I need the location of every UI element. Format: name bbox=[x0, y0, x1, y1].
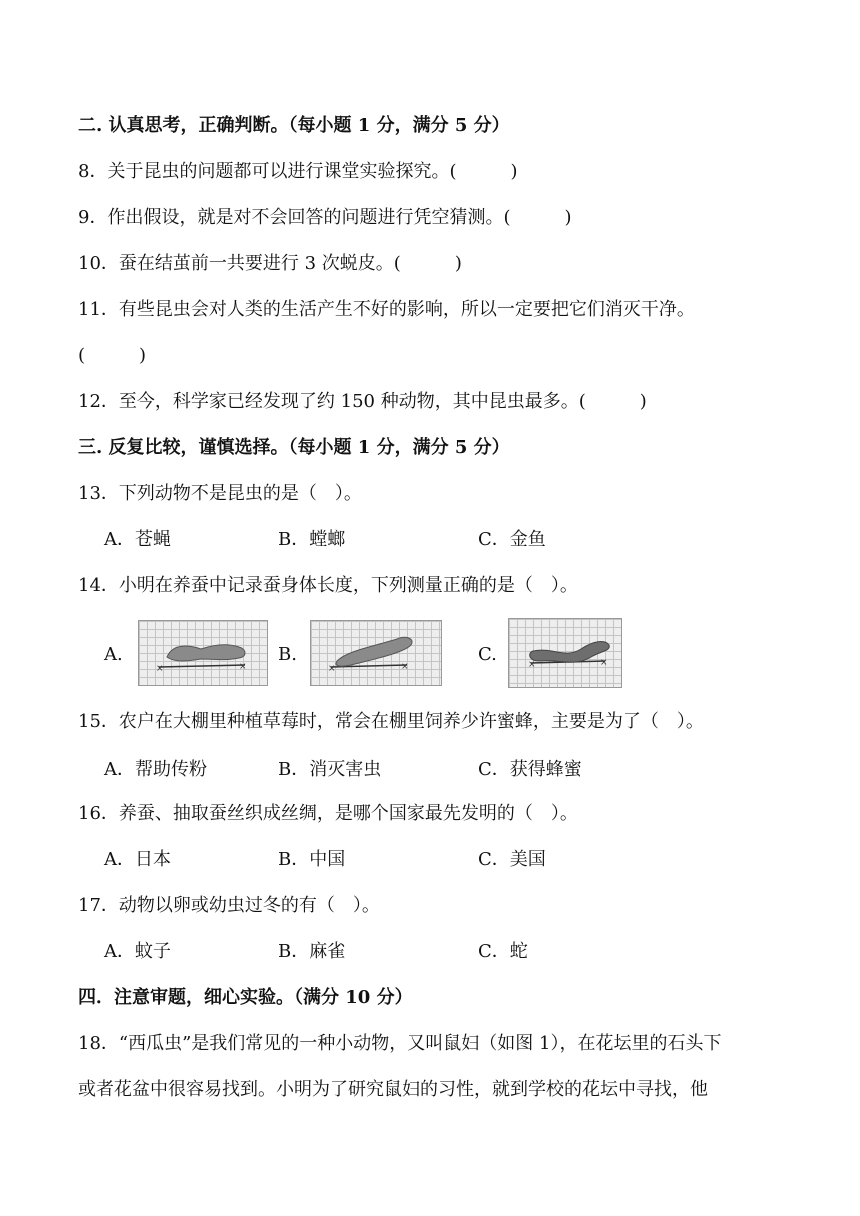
question-18-line-1: 18．“西瓜虫”是我们常见的一种小动物，又叫鼠妇（如图 1），在花坛里的石头下 bbox=[78, 1033, 722, 1054]
question-17-option-c: C．蛇 bbox=[478, 941, 528, 962]
question-14-option-a: A. bbox=[104, 644, 123, 665]
question-13-option-b: B．螳螂 bbox=[278, 529, 346, 550]
section-3-heading: 三. 反复比较，谨慎选择。（每小题 1 分，满分 5 分） bbox=[78, 437, 510, 458]
svg-text:×: × bbox=[239, 662, 247, 672]
question-17-option-b: B．麻雀 bbox=[278, 941, 346, 962]
question-16-option-b: B．中国 bbox=[278, 849, 346, 870]
question-12: 12．至今，科学家已经发现了约 150 种动物，其中昆虫最多。( ) bbox=[78, 391, 647, 412]
svg-text:×: × bbox=[328, 664, 336, 674]
question-13-option-c: C．金鱼 bbox=[478, 529, 546, 550]
question-17: 17．动物以卵或幼虫过冬的有（ ）。 bbox=[78, 895, 380, 916]
question-16-option-c: C．美国 bbox=[478, 849, 546, 870]
question-9: 9．作出假设，就是对不会回答的问题进行凭空猜测。( ) bbox=[78, 207, 572, 228]
svg-text:×: × bbox=[401, 662, 409, 672]
question-14: 14．小明在养蚕中记录蚕身体长度，下列测量正确的是（ ）。 bbox=[78, 575, 578, 596]
question-16-option-a: A．日本 bbox=[104, 849, 171, 870]
question-13: 13．下列动物不是昆虫的是（ ）。 bbox=[78, 483, 362, 504]
question-11-line-1: 11．有些昆虫会对人类的生活产生不好的影响，所以一定要把它们消灭干净。 bbox=[78, 299, 695, 320]
section-2-heading: 二. 认真思考，正确判断。（每小题 1 分，满分 5 分） bbox=[78, 115, 510, 136]
silkworm-measure-image-a bbox=[138, 620, 268, 686]
svg-text:×: × bbox=[156, 664, 164, 674]
question-15-option-b: B．消灭害虫 bbox=[278, 759, 382, 780]
question-17-option-a: A．蚊子 bbox=[104, 941, 171, 962]
question-16: 16．养蚕、抽取蚕丝织成丝绸，是哪个国家最先发明的（ ）。 bbox=[78, 803, 578, 824]
question-14-option-c: C. bbox=[478, 644, 497, 665]
silkworm-measure-image-c bbox=[508, 618, 622, 688]
question-8: 8．关于昆虫的问题都可以进行课堂实验探究。( ) bbox=[78, 161, 518, 182]
question-15-option-c: C．获得蜂蜜 bbox=[478, 759, 582, 780]
question-18-line-2: 或者花盆中很容易找到。小明为了研究鼠妇的习性，就到学校的花坛中寻找，他 bbox=[78, 1079, 708, 1100]
svg-text:×: × bbox=[528, 660, 536, 670]
silkworm-measure-image-b bbox=[310, 620, 442, 686]
question-11-line-2: ( ) bbox=[78, 345, 147, 366]
question-10: 10．蚕在结茧前一共要进行 3 次蜕皮。( ) bbox=[78, 253, 462, 274]
question-15: 15．农户在大棚里种植草莓时，常会在棚里饲养少许蜜蜂，主要是为了（ ）。 bbox=[78, 711, 704, 732]
question-15-option-a: A．帮助传粉 bbox=[104, 759, 207, 780]
question-14-option-b: B. bbox=[278, 644, 297, 665]
question-13-option-a: A．苍蝇 bbox=[104, 529, 171, 550]
svg-text:×: × bbox=[600, 658, 608, 668]
section-4-heading: 四．注意审题，细心实验。（满分 10 分） bbox=[78, 987, 413, 1008]
